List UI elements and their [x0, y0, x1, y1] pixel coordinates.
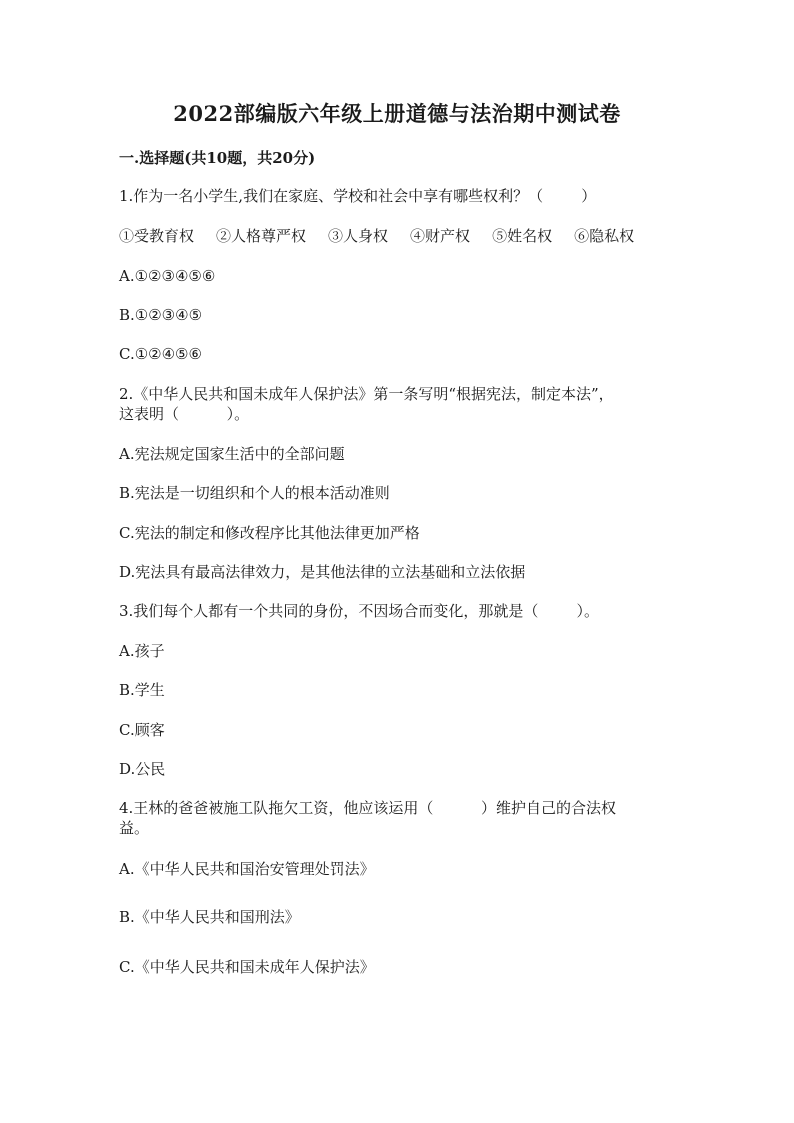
right-item: ③人身权 [328, 227, 389, 245]
question-1-option-b: B.①②③④⑤ [119, 306, 203, 324]
right-item: ④财产权 [410, 227, 471, 245]
question-1-stem: 1.作为一名小学生,我们在家庭、学校和社会中享有哪些权利？（ ） [119, 187, 597, 205]
right-item: ⑤姓名权 [492, 227, 553, 245]
question-4-stem-line-2: 益。 [119, 819, 150, 837]
question-2-option-d: D.宪法具有最高法律效力，是其他法律的立法基础和立法依据 [119, 563, 526, 581]
section-heading: 一.选择题(共10题，共20分) [119, 149, 316, 167]
question-3-option-a: A.孩子 [119, 642, 165, 660]
right-item: ①受教育权 [119, 227, 195, 245]
page-title: 2022部编版六年级上册道德与法治期中测试卷 [173, 101, 621, 126]
question-3-option-c: C.顾客 [119, 721, 165, 739]
right-item: ⑥隐私权 [574, 227, 635, 245]
right-item: ②人格尊严权 [216, 227, 307, 245]
question-2-option-c: C.宪法的制定和修改程序比其他法律更加严格 [119, 524, 420, 542]
question-4-stem-line-1: 4.王林的爸爸被施工队拖欠工资，他应该运用（ ）维护自己的合法权 [119, 799, 616, 817]
question-1-option-c: C.①②④⑤⑥ [119, 345, 202, 363]
question-2-option-a: A.宪法规定国家生活中的全部问题 [119, 445, 345, 463]
question-3-option-d: D.公民 [119, 760, 166, 778]
question-3-stem: 3.我们每个人都有一个共同的身份，不因场合而变化，那就是（ ）。 [119, 602, 599, 620]
question-2-stem-line-2: 这表明（ ）。 [119, 405, 250, 423]
question-1-rights-list [119, 226, 679, 246]
question-4-option-c: C.《中华人民共和国未成年人保护法》 [119, 958, 375, 976]
question-4-option-a: A.《中华人民共和国治安管理处罚法》 [119, 860, 375, 878]
question-4-option-b: B.《中华人民共和国刑法》 [119, 908, 300, 926]
question-2-stem-line-1: 2.《中华人民共和国未成年人保护法》第一条写明“根据宪法，制定本法”， [119, 385, 614, 403]
question-2-option-b: B.宪法是一切组织和个人的根本活动准则 [119, 484, 390, 502]
question-3-option-b: B.学生 [119, 681, 165, 699]
question-1-option-a: A.①②③④⑤⑥ [119, 267, 216, 285]
